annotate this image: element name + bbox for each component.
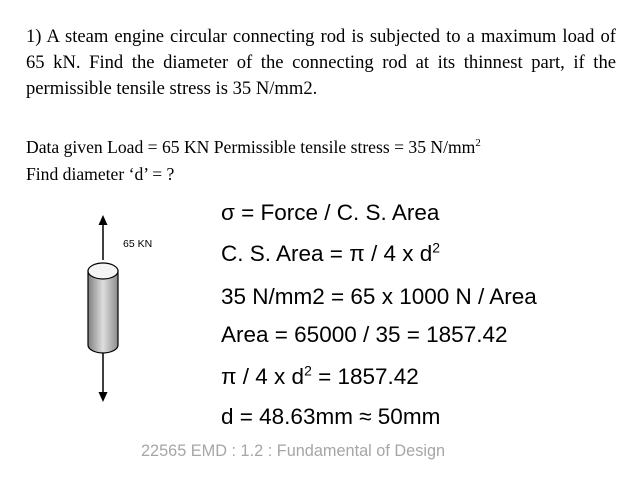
equation-area-formula [221, 239, 440, 269]
equation-substitution: 35 N/mm2 = 65 x 1000 N / Area [221, 284, 537, 309]
rod-cylinder [88, 263, 118, 353]
given-data-text: Data given Load = 65 KN Permissible tensile stress = 35 N/mm [26, 137, 476, 157]
upper-load-arrow [99, 215, 108, 260]
equation-diameter-relation-superscript: 2 [304, 362, 312, 379]
equation-diameter-relation-right: = 1857.42 [311, 364, 419, 389]
lower-load-arrow [99, 352, 108, 402]
given-data-superscript: 2 [475, 137, 481, 150]
given-data [26, 136, 481, 158]
load-label: 65 KN [123, 238, 153, 250]
equation-area-result: Area = 65000 / 35 = 1857.42 [221, 322, 508, 347]
equation-diameter-relation [221, 362, 419, 392]
footer-caption: 22565 EMD : 1.2 : Fundamental of Design [141, 442, 446, 460]
equation-area-formula-text: C. S. Area = π / 4 x d [221, 241, 433, 266]
equation-stress-formula: σ = Force / C. S. Area [221, 200, 440, 225]
find-statement: Find diameter ‘d’ = ? [26, 164, 175, 184]
connecting-rod-diagram [78, 214, 128, 404]
equation-area-formula-superscript: 2 [432, 239, 441, 256]
problem-statement: 1) A steam engine circular connecting rod is subjected to a maximum load of 65 kN. Find the diameter of the connecting rod at its thinnest part, if the permissible tensile stress is 35 N/mm2. [26, 26, 616, 99]
equation-diameter-relation-left: π / 4 x d [221, 364, 305, 389]
equation-diameter-result: d = 48.63mm ≈ 50mm [221, 404, 441, 429]
